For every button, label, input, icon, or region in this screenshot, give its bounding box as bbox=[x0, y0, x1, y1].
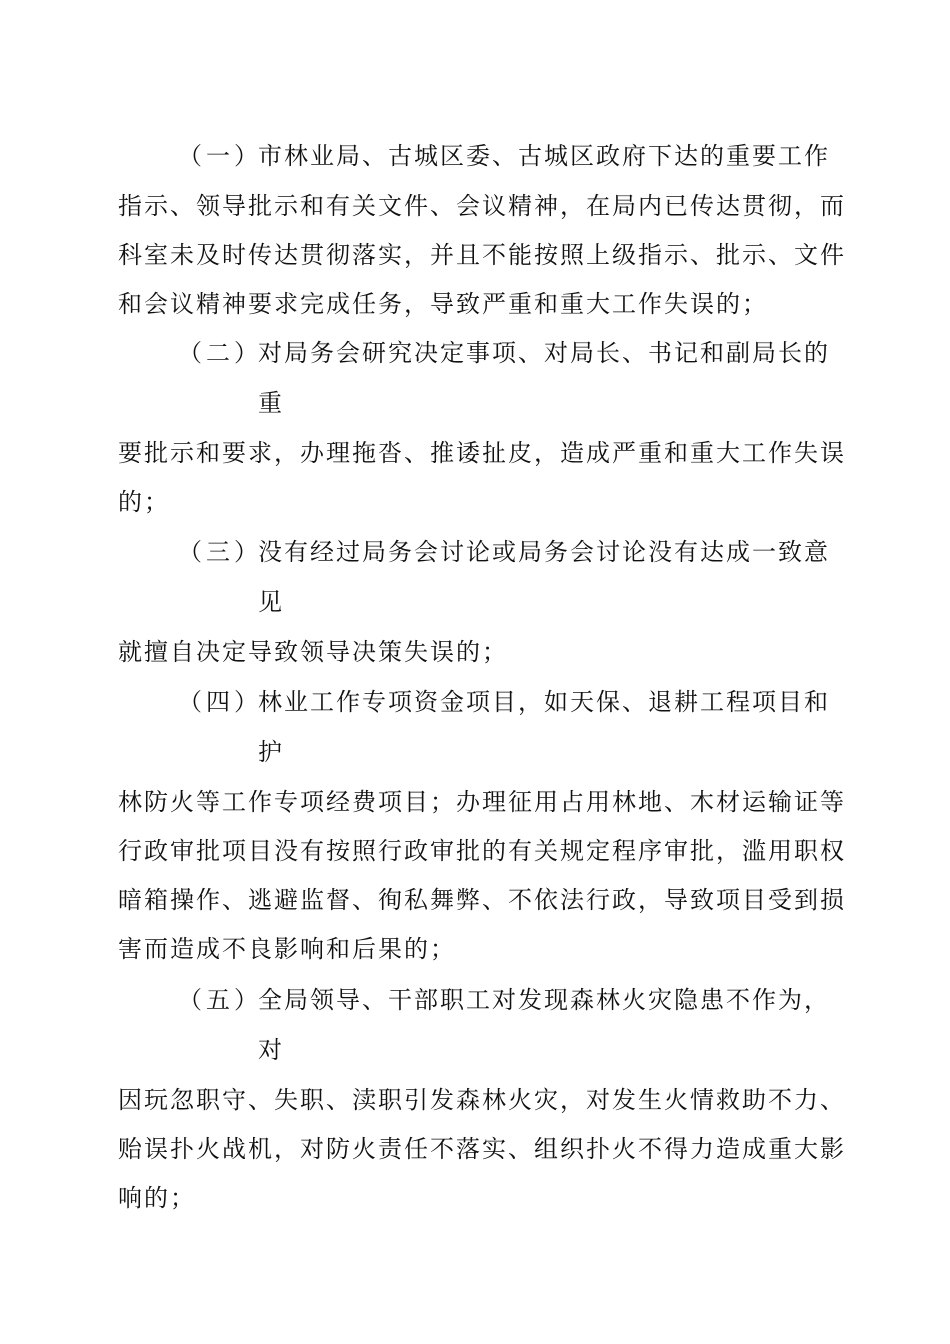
item-4-line-1: 林防火等工作专项经费项目；办理征用占用林地、木材运输证等 bbox=[118, 788, 846, 816]
item-4-line-2: 行政审批项目没有按照行政审批的有关规定程序审批，滥用职权 bbox=[118, 837, 846, 865]
item-3-head-text: 没有经过局务会讨论或局务会讨论没有达成一致意 bbox=[258, 538, 830, 566]
item-5-head-text: 全局领导、干部职工对发现森林火灾隐患不作为， bbox=[258, 986, 830, 1014]
item-4-line-4: 害而造成不良影响和后果的； bbox=[118, 935, 456, 963]
item-2-line-1: 要批示和要求，办理拖沓、推诿扯皮，造成严重和重大工作失误 bbox=[118, 439, 846, 467]
item-4-line-3: 暗箱操作、逃避监督、徇私舞弊、不依法行政，导致项目受到损 bbox=[118, 886, 846, 914]
item-4-head-text: 林业工作专项资金项目，如天保、退耕工程项目和 bbox=[258, 688, 830, 716]
item-1-heading bbox=[178, 140, 858, 172]
item-2-head-text: 对局务会研究决定事项、对局长、书记和副局长的 bbox=[258, 339, 830, 367]
item-4-wrap: 护 bbox=[258, 738, 282, 766]
item-1-line-3: 和会议精神要求完成任务，导致严重和重大工作失误的； bbox=[118, 290, 768, 318]
item-1-line-1: 指示、领导批示和有关文件、会议精神，在局内已传达贯彻，而 bbox=[118, 192, 846, 220]
item-2-heading bbox=[178, 337, 858, 369]
item-4-heading bbox=[178, 686, 858, 718]
item-5-line-2: 贻误扑火战机，对防火责任不落实、组织扑火不得力造成重大影 bbox=[118, 1135, 846, 1163]
item-2-wrap: 重 bbox=[258, 389, 282, 417]
item-5-line-3: 响的； bbox=[118, 1184, 196, 1212]
item-5-line-1: 因玩忽职守、失职、渎职引发森林火灾，对发生火情救助不力、 bbox=[118, 1086, 846, 1114]
item-4-number: （四） bbox=[178, 688, 262, 716]
item-1-number: （一） bbox=[178, 142, 262, 170]
item-1-line-2: 科室未及时传达贯彻落实，并且不能按照上级指示、批示、文件 bbox=[118, 241, 846, 269]
item-3-line-1: 就擅自决定导致领导决策失误的； bbox=[118, 638, 508, 666]
item-3-wrap: 见 bbox=[258, 588, 282, 616]
item-5-number: （五） bbox=[178, 986, 262, 1014]
item-5-heading bbox=[178, 984, 858, 1016]
item-2-line-2: 的； bbox=[118, 488, 170, 516]
item-2-number: （二） bbox=[178, 339, 262, 367]
item-1-head-text: 市林业局、古城区委、古城区政府下达的重要工作 bbox=[258, 142, 830, 170]
item-5-wrap: 对 bbox=[258, 1036, 282, 1064]
item-3-number: （三） bbox=[178, 538, 262, 566]
item-3-heading bbox=[178, 536, 858, 568]
